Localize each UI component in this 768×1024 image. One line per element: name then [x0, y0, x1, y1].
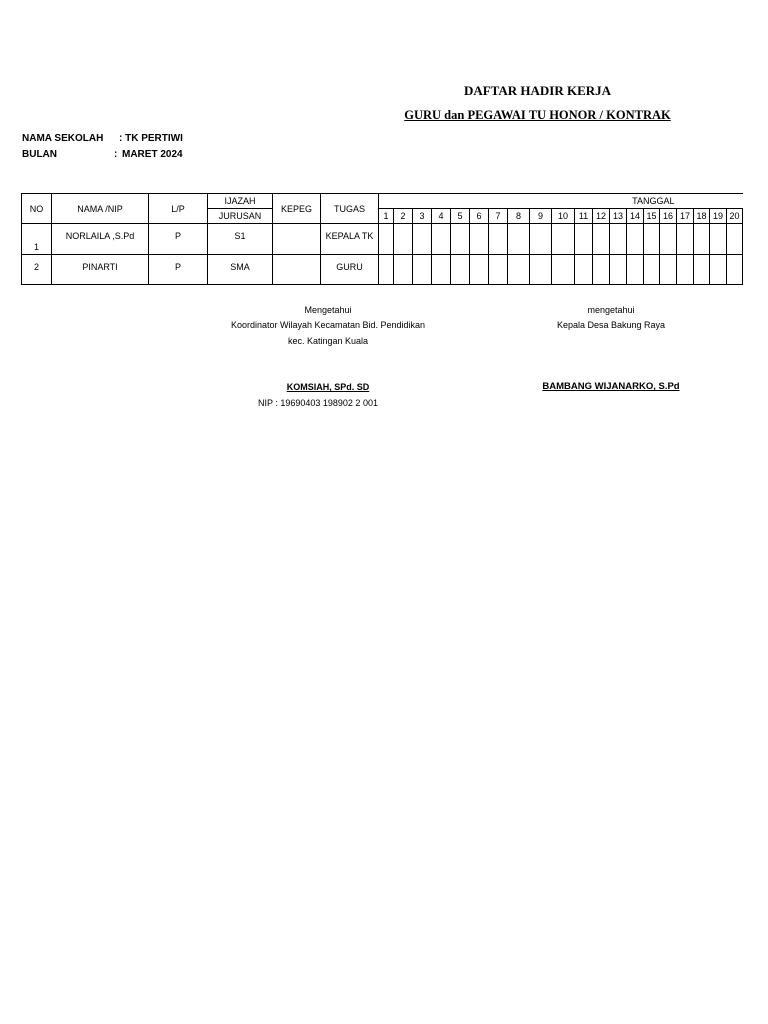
attendance-cell[interactable] [413, 255, 432, 285]
attendance-cell[interactable] [610, 255, 627, 285]
attendance-cell[interactable] [575, 255, 593, 285]
attendance-cell[interactable] [489, 224, 508, 255]
day-header: 1 [379, 209, 394, 224]
attendance-cell[interactable] [610, 224, 627, 255]
row-lp: P [149, 255, 208, 285]
row-kepeg [273, 255, 321, 285]
attendance-cell[interactable] [394, 224, 413, 255]
table-row [22, 224, 743, 255]
attendance-cell[interactable] [710, 255, 727, 285]
row-no: 1 [22, 224, 52, 255]
day-header: 4 [432, 209, 451, 224]
header-jurusan: JURUSAN [208, 209, 273, 224]
attendance-cell[interactable] [593, 224, 610, 255]
attendance-cell[interactable] [644, 255, 660, 285]
attendance-cell[interactable] [677, 224, 694, 255]
attendance-cell[interactable] [727, 224, 743, 255]
header-name: NAMA /NIP [52, 194, 149, 224]
attendance-cell[interactable] [508, 255, 530, 285]
left-sig-name: KOMSIAH, SPd. SD [286, 382, 370, 392]
row-ijazah: S1 [208, 224, 273, 255]
month-value: MARET 2024 [122, 149, 183, 160]
attendance-cell[interactable] [489, 255, 508, 285]
attendance-cell[interactable] [593, 255, 610, 285]
attendance-cell[interactable] [694, 255, 710, 285]
attendance-cell[interactable] [530, 255, 552, 285]
attendance-cell[interactable] [727, 255, 743, 285]
day-header: 6 [470, 209, 489, 224]
day-header: 9 [530, 209, 552, 224]
left-sig-line3: kec. Katingan Kuala [287, 336, 369, 346]
document-title: DAFTAR HADIR KERJA [463, 83, 612, 98]
table-row [22, 255, 743, 285]
attendance-cell[interactable] [432, 224, 451, 255]
row-ijazah: SMA [208, 255, 273, 285]
day-header: 2 [394, 209, 413, 224]
day-header: 12 [593, 209, 610, 224]
attendance-cell[interactable] [575, 224, 593, 255]
day-header: 10 [552, 209, 575, 224]
day-header: 11 [575, 209, 593, 224]
row-name: PINARTI [52, 255, 149, 285]
document-subtitle: GURU dan PEGAWAI TU HONOR / KONTRAK [404, 108, 671, 122]
day-header: 18 [694, 209, 710, 224]
attendance-cell[interactable] [413, 224, 432, 255]
attendance-cell[interactable] [627, 224, 644, 255]
header-ijazah: IJAZAH [208, 194, 273, 209]
day-header: 14 [627, 209, 644, 224]
day-header: 8 [508, 209, 530, 224]
day-header: 13 [610, 209, 627, 224]
day-header: 3 [413, 209, 432, 224]
day-header: 20 [727, 209, 743, 224]
header-tugas: TUGAS [321, 194, 379, 224]
attendance-cell[interactable] [470, 224, 489, 255]
header-kepeg: KEPEG [273, 194, 321, 224]
row-tugas: KEPALA TK [321, 224, 379, 255]
school-label: NAMA SEKOLAH [22, 133, 104, 144]
left-sig-line1: Mengetahui [304, 305, 352, 315]
attendance-cell[interactable] [451, 224, 470, 255]
attendance-cell[interactable] [451, 255, 470, 285]
attendance-cell[interactable] [552, 255, 575, 285]
attendance-cell[interactable] [470, 255, 489, 285]
row-no: 2 [22, 255, 52, 285]
right-sig-line1: mengetahui [587, 305, 635, 315]
day-header: 19 [710, 209, 727, 224]
attendance-cell[interactable] [394, 255, 413, 285]
school-value: : TK PERTIWI [119, 133, 183, 144]
attendance-cell[interactable] [530, 224, 552, 255]
month-colon: : [114, 149, 118, 160]
day-header: 17 [677, 209, 694, 224]
row-tugas: GURU [321, 255, 379, 285]
day-header: 7 [489, 209, 508, 224]
attendance-cell[interactable] [660, 224, 677, 255]
day-header: 5 [451, 209, 470, 224]
left-sig-line2: Koordinator Wilayah Kecamatan Bid. Pendidikan [230, 320, 426, 330]
right-sig-name: BAMBANG WIJANARKO, S.Pd [542, 381, 680, 392]
attendance-cell[interactable] [677, 255, 694, 285]
left-sig-nip: NIP : 19690403 198902 2 001 [258, 398, 378, 408]
row-kepeg [273, 224, 321, 255]
header-lp: L/P [149, 194, 208, 224]
day-header: 15 [644, 209, 660, 224]
attendance-cell[interactable] [694, 224, 710, 255]
attendance-cell[interactable] [432, 255, 451, 285]
attendance-cell[interactable] [379, 224, 394, 255]
row-name: NORLAILA ,S.Pd [52, 224, 149, 255]
day-header: 16 [660, 209, 677, 224]
row-lp: P [149, 224, 208, 255]
attendance-cell[interactable] [508, 224, 530, 255]
attendance-table [21, 193, 743, 285]
month-label: BULAN [22, 149, 57, 160]
header-tanggal: TANGGAL [379, 194, 743, 209]
header-no: NO [22, 194, 52, 224]
attendance-cell[interactable] [552, 224, 575, 255]
attendance-cell[interactable] [627, 255, 644, 285]
attendance-cell[interactable] [660, 255, 677, 285]
right-sig-line2: Kepala Desa Bakung Raya [556, 320, 666, 330]
attendance-cell[interactable] [710, 224, 727, 255]
attendance-cell[interactable] [379, 255, 394, 285]
attendance-cell[interactable] [644, 224, 660, 255]
